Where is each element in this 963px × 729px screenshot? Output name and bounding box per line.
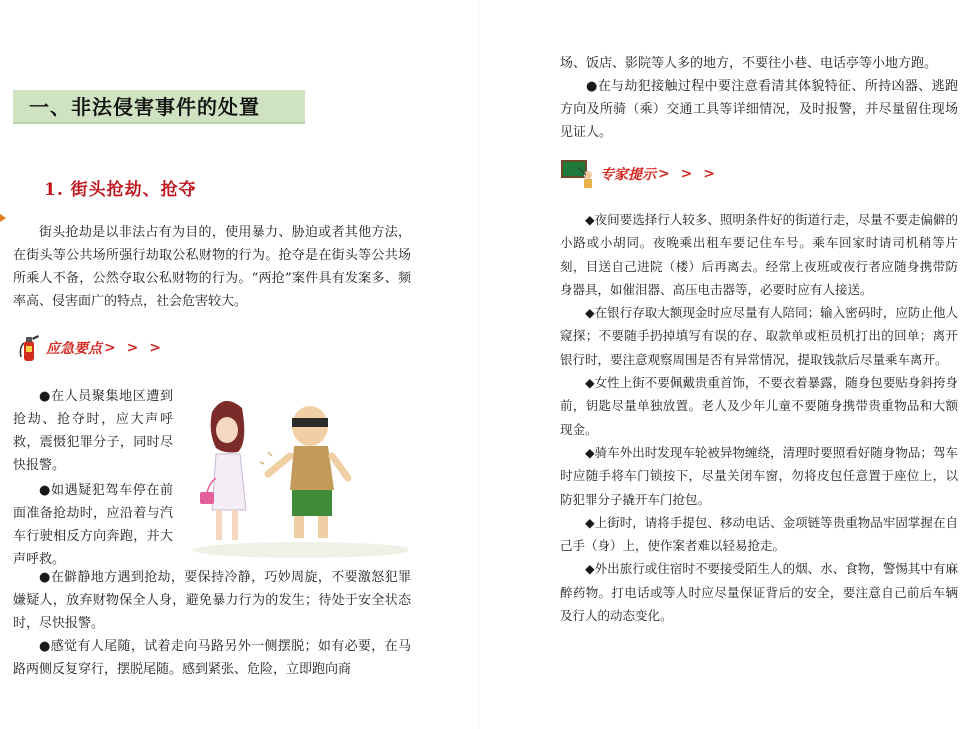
teacher-blackboard-icon [560, 159, 594, 189]
banner-label: 应急要点 [46, 341, 102, 357]
expert-tips-list [560, 208, 958, 627]
continued-text [560, 52, 958, 144]
edge-arrow-icon [0, 214, 6, 222]
bullet-vehicle-robbery: ●如遇疑犯驾车停在前面准备抢劫时，应沿着与汽车行驶相反方向奔跑，并大声呼救。 [13, 483, 173, 567]
bullet-crowded-area: ●在人员聚集地区遭到抢劫、抢夺时，应大声呼救，震慑犯罪分子，同时尽快报警。 [13, 389, 173, 473]
page-gutter [478, 0, 479, 729]
banner-arrows: > > > [658, 166, 718, 182]
banner-label: 专家提示 [600, 167, 656, 183]
tip-bank-withdrawal: ◆在银行存取大额现金时应尽量有人陪同；输入密码时，应防止他人窥探；不要随手扔掉填写有误的存、取款单或柜员机打出的回单；离开银行时，要注意观察周围是否有异常情况，提取钱款后尽量乘车离开。 [560, 305, 958, 367]
tip-travel-lodging: ◆外出旅行或住宿时不要接受陌生人的烟、水、食物，警惕其中有麻醉药物。打电话或等人时应尽量保证背后的安全，要注意自己前后车辆及行人的动态变化。 [560, 561, 958, 624]
bullet-being-followed: ●感觉有人尾随，试着走向马路另外一侧摆脱；如有必要，在马路两侧反复穿行，摆脱尾随。感到紧张、危险，立即跑向商 [13, 639, 411, 677]
bullet-secluded-place: ●在僻静地方遇到抢劫，要保持冷静，巧妙周旋，不要激怒犯罪嫌疑人，放弃财物保全人身，避免暴力行为的发生；待处于安全状态时，尽快报警。 [13, 570, 411, 631]
robbery-illustration [182, 382, 408, 560]
intro-paragraph: 街头抢劫是以非法占有为目的，使用暴力、胁迫或者其他方法，在街头等公共场所强行劫取公私财物的行为。抢夺是在街头等公共场所乘人不备，公然夺取公私财物的行为。“两抢”案件具有发案多、频率高、侵害面广的特点，社会危害较大。 [13, 225, 411, 309]
expert-tips-banner [560, 159, 718, 189]
section-title: 一、非法侵害事件的处置 [13, 90, 305, 124]
left-page [0, 0, 470, 729]
right-page [490, 0, 963, 729]
banner-arrows: > > > [104, 340, 164, 356]
subsection-title: 1. 街头抢劫、抢夺 [44, 180, 197, 200]
tip-carry-valuables: ◆上街时，请将手提包、移动电话、金项链等贵重物品牢固掌握在自己手（身）上，使作案者难以轻易抢走。 [560, 514, 958, 554]
bullet-contact-with-robber: ●在与劫犯接触过程中要注意看清其体貌特征、所持凶器、逃跑方向及所骑（乘）交通工具等详细情况，及时报警，并尽量留住现场见证人。 [560, 79, 958, 140]
fire-extinguisher-icon [18, 333, 40, 363]
emergency-points-banner [18, 333, 164, 363]
tip-cycling-driving: ◆骑车外出时发现车轮被异物缠绕，清理时要照看好随身物品；驾车时应随手将车门锁按下，尽量关闭车窗，勿将皮包任意置于座位上，以防犯罪分子撬开车门抢包。 [560, 444, 958, 507]
tip-night-travel: ◆夜间要选择行人较多、照明条件好的街道行走，尽量不要走偏僻的小路或小胡同。夜晚乘出租车要记住车号。乘车回家时请司机稍等片刻，目送自己进院（楼）后再离去。经常上夜班或夜行者应随身携带防身器具，如催泪器、高压电击器等，必要时应有人接送。 [560, 212, 958, 297]
tip-women-valuables: ◆女性上街不要佩戴贵重首饰，不要衣着暴露，随身包要贴身斜挎身前，钥匙尽量单独放置。老人及少年儿童不要随身携带贵重物品和大额现金。 [560, 375, 958, 437]
continued-line: 场、饭店、影院等人多的地方，不要往小巷、电话亭等小地方跑。 [560, 56, 938, 71]
